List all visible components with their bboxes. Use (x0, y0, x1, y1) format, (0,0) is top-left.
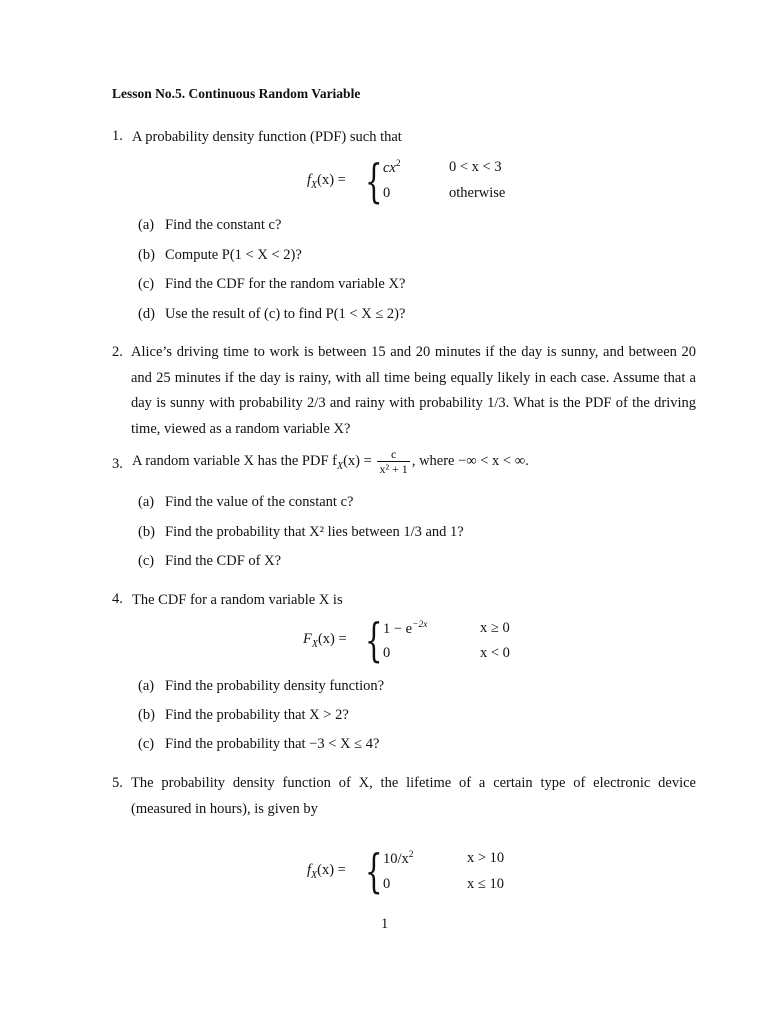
q1-part-text: Use the result of (c) to find P(1 < X ≤ 2)? (165, 306, 406, 322)
q3-part-label: (c) (138, 553, 155, 569)
q1-part-text: Compute P(1 < X < 2)? (165, 247, 302, 263)
q1-part-label: (d) (138, 306, 155, 322)
lesson-title: Lesson No.5. Continuous Random Variable (112, 86, 361, 101)
q3-part-text: Find the probability that X² lies between 1/3 and 1? (165, 524, 464, 540)
q1-part-label: (b) (138, 247, 155, 263)
q1-text: A probability density function (PDF) such that (132, 129, 402, 145)
q5-text: The probability density function of X, the lifetime of a certain type of electronic device (measured in hours), is given by (131, 775, 696, 817)
q3-part-text: Find the value of the constant c? (165, 494, 354, 510)
q4-part-label: (a) (138, 678, 155, 694)
q4-cond1: x ≥ 0 (480, 620, 510, 636)
q4-number: 4. (112, 591, 123, 607)
q3-number: 3. (112, 456, 123, 472)
q4-part-text: Find the probability density function? (165, 678, 385, 694)
q1-case2: 0 (383, 185, 391, 201)
q5-cond1: x > 10 (467, 850, 505, 866)
q3-part-text: Find the CDF of X? (165, 553, 281, 569)
q1-lhs: $f_X(x)$ = (307, 172, 346, 191)
q1-part-text: Find the constant c? (165, 217, 282, 233)
q3-fraction: $\frac{c}{\text{x² + 1}}$ (379, 447, 408, 477)
q4-part-text: Find the probability that −3 < X ≤ 4? (165, 736, 380, 752)
q1-number: 1. (112, 128, 123, 144)
q4-case1: $1 - e^{-2x}$ (383, 620, 428, 637)
q4-brace: { (365, 613, 383, 667)
q5-brace: { (365, 844, 383, 898)
q1-part-text: Find the CDF for the random variable X? (165, 276, 406, 292)
q1-cond1: 0 < x < 3 (449, 159, 502, 175)
q1-case1: $cx^2$ (383, 159, 401, 176)
q2-number: 2. (112, 344, 123, 360)
q3-part-label: (a) (138, 494, 155, 510)
q2-text: Alice’s driving time to work is between 15 and 20 minutes if the day is sunny, and between 20 and 25 minutes if the day is rainy, with all time being equally likely in each case. Assume that a day is sunny with probability 2/3 and rainy with probability 1/3. What is the PDF of the driving time, viewed as a random variable X? (131, 344, 696, 437)
q5-number: 5. (112, 775, 123, 791)
q4-part-label: (b) (138, 707, 155, 723)
q4-case2: 0 (383, 645, 391, 661)
q4-lhs: $F_X(x)$ = (303, 631, 347, 650)
q5-case2: 0 (383, 876, 391, 892)
q4-cond2: x < 0 (480, 645, 510, 661)
q5-lhs: $f_X(x)$ = (307, 862, 346, 881)
q3-text: A random variable X has the PDF $f_X(x)$ = $\frac{c}{\text{x² + 1}}$ , where −∞ < x < ∞. (132, 447, 529, 477)
q1-cond2: otherwise (449, 185, 506, 201)
q4-text: The CDF for a random variable X is (132, 592, 343, 608)
q5-cond2: x ≤ 10 (467, 876, 504, 892)
q3-part-label: (b) (138, 524, 155, 540)
page-number: 1 (381, 916, 389, 932)
q4-part-label: (c) (138, 736, 155, 752)
q1-part-label: (c) (138, 276, 155, 292)
q1-brace: { (365, 154, 383, 208)
q4-part-text: Find the probability that X > 2? (165, 707, 349, 723)
q5-case1: $10/x^2$ (383, 850, 414, 867)
q1-part-label: (a) (138, 217, 155, 233)
